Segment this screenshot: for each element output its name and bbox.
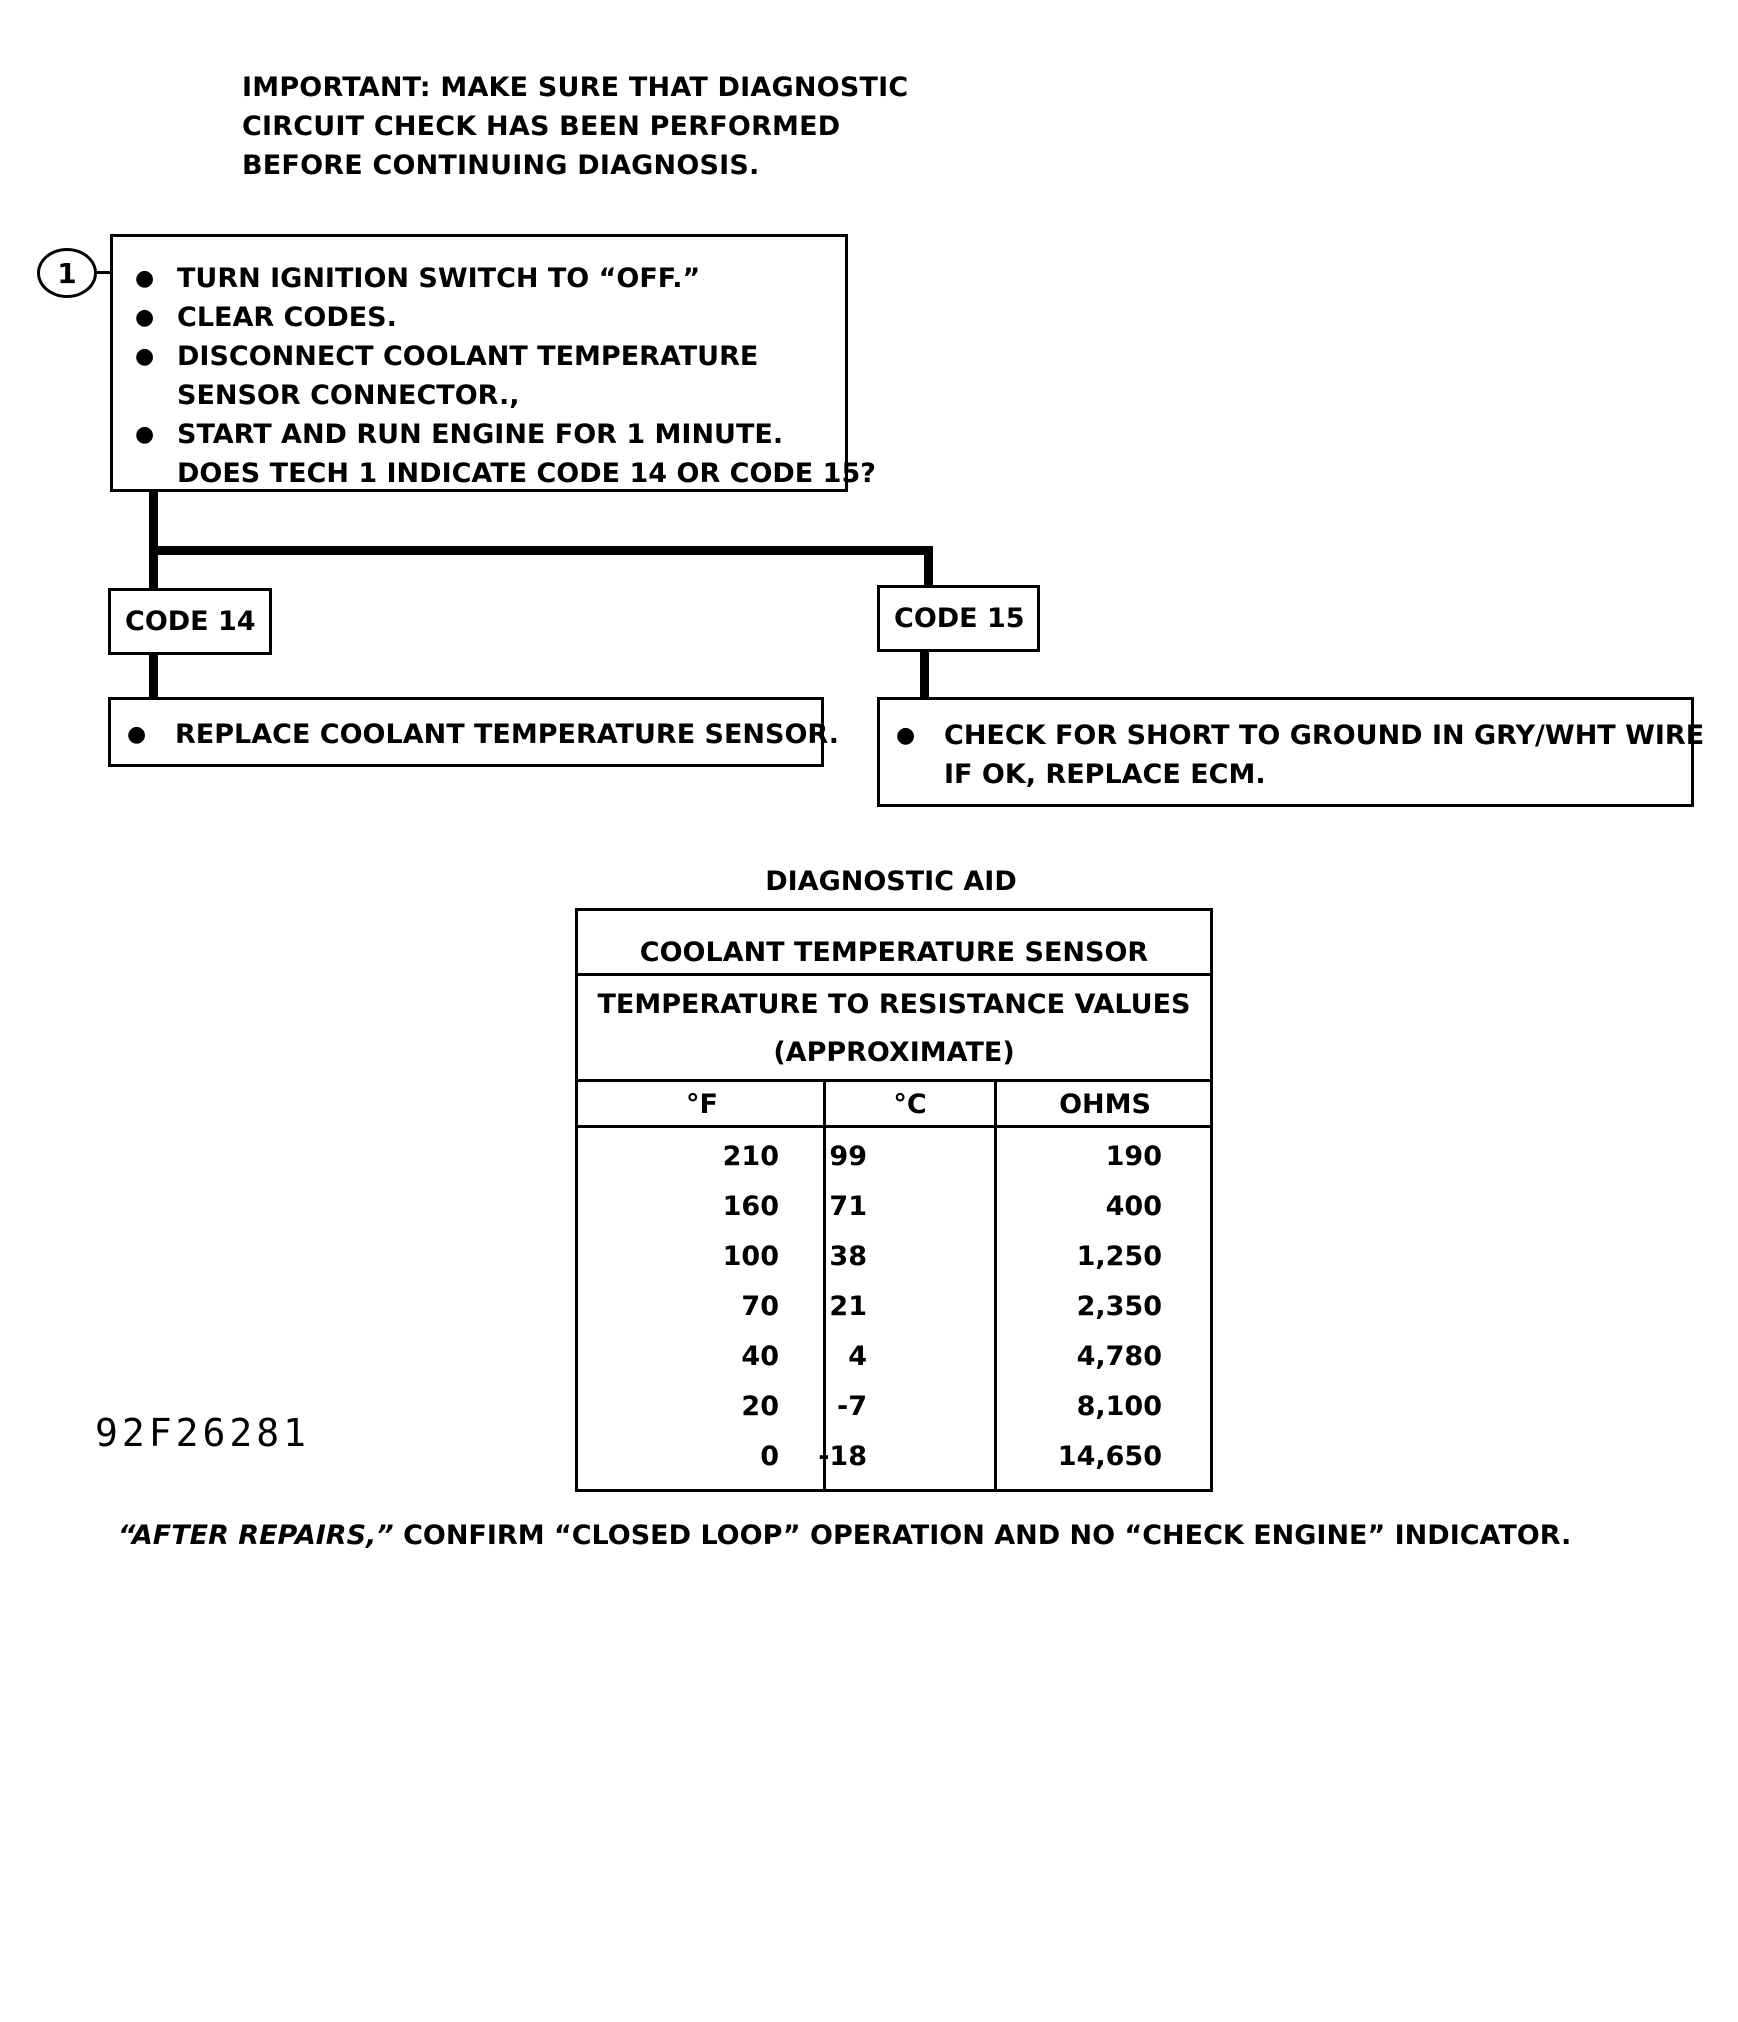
step1-list [133,259,876,493]
important-note-line: CIRCUIT CHECK HAS BEEN PERFORMED [242,111,841,142]
table-cell: 160 [722,1191,779,1222]
flow-line [924,546,933,588]
table-cell: 400 [1105,1191,1162,1222]
table-subtitle: (APPROXIMATE) [773,1037,1015,1068]
code14-box [108,588,272,655]
table-column-divider [994,1082,997,1489]
table-cell: 190 [1105,1141,1162,1172]
bullet-icon: ● [135,305,155,330]
table-divider [578,973,1210,976]
diagnostic-aid-title: DIAGNOSTIC AID [765,866,1017,897]
bullet-icon: ● [896,723,916,748]
flow-line [920,650,929,699]
table-cell: 1,250 [1076,1241,1162,1272]
figure-id: 92F26281 [95,1411,311,1455]
flow-line [149,546,933,555]
table-cell: 71 [829,1191,867,1222]
important-note [242,68,908,185]
important-note-line: IMPORTANT: MAKE SURE THAT DIAGNOSTIC [242,72,909,103]
table-cell: 20 [741,1391,779,1422]
step-number-circle [37,248,97,298]
table-cell: -18 [818,1441,867,1472]
table-cell: 0 [760,1441,779,1472]
code14-action-box [108,697,839,767]
code15-action-list [894,716,1705,794]
flow-line [149,653,158,699]
table-column-divider [823,1082,826,1489]
table-divider [578,1079,1210,1082]
table-divider [578,1125,1210,1128]
important-note-line: BEFORE CONTINUING DIAGNOSIS. [242,150,760,181]
table-cell: -7 [837,1391,867,1422]
bullet-icon: ● [135,266,155,291]
step1-box [110,234,876,492]
list-item: ● REPLACE COOLANT TEMPERATURE SENSOR. [125,715,821,754]
table-cell: 4 [848,1341,867,1372]
bullet-icon: ● [127,722,147,747]
table-cell: 14,650 [1057,1441,1162,1472]
after-repairs-lead: “AFTER REPAIRS,” [118,1520,394,1551]
after-repairs-text: CONFIRM “CLOSED LOOP” OPERATION AND NO “CHECK ENGINE” INDICATOR. [393,1520,1572,1551]
table-cell: 38 [829,1241,867,1272]
table-cell: 8,100 [1076,1391,1162,1422]
step-number: 1 [57,256,77,290]
table-cell: 210 [722,1141,779,1172]
table-cell: 70 [741,1291,779,1322]
flow-line [149,490,158,590]
bullet-icon: ● [135,422,155,447]
table-cell: 100 [722,1241,779,1272]
column-header-celsius: °C [893,1089,927,1120]
list-item: ● DISCONNECT COOLANT TEMPERATURE SENSOR CONNECTOR., [133,337,845,415]
code15-box [877,585,1040,652]
list-item: ● CHECK FOR SHORT TO GROUND IN GRY/WHT WIRE IF OK, REPLACE ECM. [894,716,1691,794]
column-header-fahrenheit: °F [686,1089,718,1120]
table-title: COOLANT TEMPERATURE SENSOR [639,937,1149,968]
table-subtitle: TEMPERATURE TO RESISTANCE VALUES [597,989,1191,1020]
table-cell: 21 [829,1291,867,1322]
list-item: ● TURN IGNITION SWITCH TO “OFF.” [133,259,845,298]
list-item: ● START AND RUN ENGINE FOR 1 MINUTE. DOES TECH 1 INDICATE CODE 14 OR CODE 15? [133,415,845,493]
table-cell: 40 [741,1341,779,1372]
code14-action-list [125,715,839,754]
bullet-icon: ● [135,344,155,369]
code14-label: CODE 14 [125,606,256,637]
table-cell: 4,780 [1076,1341,1162,1372]
resistance-table [575,908,1213,1492]
connector-line [97,271,111,274]
table-cell: 99 [829,1141,867,1172]
table-cell: 2,350 [1076,1291,1162,1322]
list-item: ● CLEAR CODES. [133,298,845,337]
after-repairs-note [118,1520,1571,1551]
code15-action-box [877,697,1705,807]
column-header-ohms: OHMS [1059,1089,1151,1120]
code15-label: CODE 15 [894,603,1025,634]
